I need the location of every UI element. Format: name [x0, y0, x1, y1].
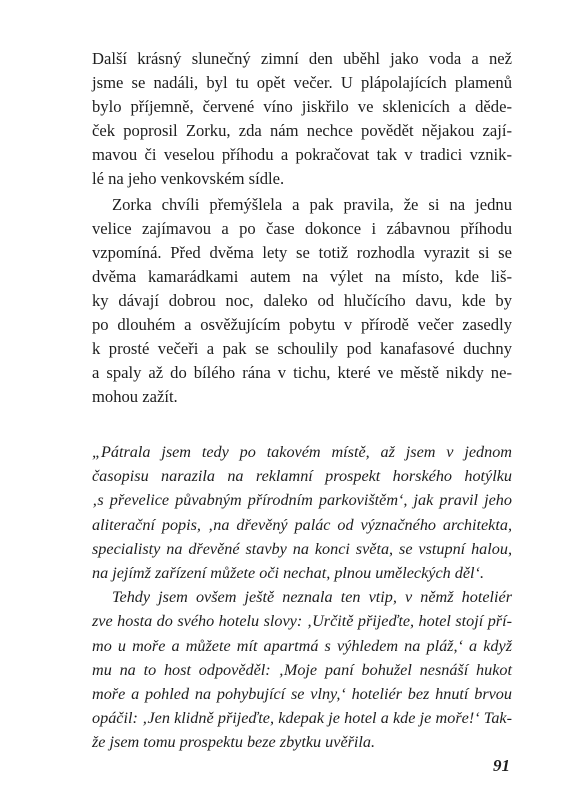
- text-line: ček poprosil Zorku, zda nám nechce povědět nějakou zají-: [92, 121, 512, 140]
- text-line: a spaly až do bílého rána v tichu, které ve městě nikdy ne-: [92, 363, 512, 382]
- text-line: lé na jeho venkovském sídle.: [92, 169, 285, 188]
- text-line: opáčil: ‚Jen klidně přijeďte, kdepak je hotel a kde je moře!‘ Tak-: [92, 709, 512, 728]
- text-line: Další krásný slunečný zimní den uběhl jako voda a než: [92, 49, 512, 68]
- page-number: 91: [493, 756, 510, 775]
- quote-paragraph-2: [92, 585, 512, 754]
- text-line: mohou zažít.: [92, 387, 178, 406]
- text-line: mu na to host odpověděl: ‚Moje paní bohužel nesnáší hukot: [92, 660, 512, 679]
- text-line: aliterační popis, ‚na dřevěný palác od význačného architekta,: [92, 515, 512, 534]
- text-line: k prosté večeři a pak se schoulily pod kanafasové duchny: [92, 339, 512, 358]
- quoted-text: [92, 440, 512, 754]
- text-line: vzpomíná. Před dvěma lety se totiž rozhodla vyrazit si se: [92, 243, 512, 262]
- text-line: že jsem tomu prospektu beze zbytku uvěřila.: [92, 733, 376, 752]
- quote-paragraph-1: [92, 440, 512, 585]
- text-line: po dlouhém a osvěžujícím pobytu v přírodě večer zasedly: [92, 315, 512, 334]
- text-line: dvěma kamarádkami autem na výlet na místo, kde liš-: [92, 267, 512, 286]
- text-line: moře a pohled na pohybující se vlny,‘ hoteliér bez hnutí brvou: [92, 684, 512, 703]
- text-line: ky dávají dobrou noc, daleko od hlučícího davu, kde by: [92, 291, 512, 310]
- text-line: specialisty na dřevěné stavby na konci světa, se vstupní halou,: [92, 539, 512, 558]
- text-line: Zorka chvíli přemýšlela a pak pravila, že si na jednu: [112, 195, 512, 214]
- text-line: na jejímž zařízení můžete oči nechat, plnou uměleckých děl‘.: [92, 563, 484, 582]
- text-line: ‚s převelice půvabným přírodním parkovištěm‘, jak pravil jeho: [92, 491, 512, 510]
- text-line: „Pátrala jsem tedy po takovém místě, až jsem v jednom: [92, 443, 512, 461]
- body-text: [92, 47, 512, 409]
- paragraph-1: [92, 47, 512, 191]
- text-line: bylo příjemně, červené víno jiskřilo ve sklenicích a dědе-: [92, 97, 512, 116]
- text-line: velice zajímavou a po čase dokonce i zábavnou příhodu: [92, 219, 512, 238]
- paragraph-2: [92, 193, 512, 409]
- text-line: mo u moře a můžete mít apartmá s výhledem na pláž,‘ a když: [92, 636, 512, 655]
- text-line: mavou či veselou příhodu a pokračovat tak v tradici vznik-: [92, 145, 512, 164]
- text-line: zve hosta do svého hotelu slovy: ‚Určitě přijeďte, hotel stojí pří-: [92, 612, 512, 631]
- text-line: Tehdy jsem ovšem ještě neznala ten vtip, v němž hoteliér: [112, 588, 512, 607]
- text-line: jsme se nadáli, byl tu opět večer. U plápolajících plamenů: [92, 73, 512, 92]
- text-line: časopisu narazila na reklamní prospekt horského hotýlku: [92, 467, 512, 486]
